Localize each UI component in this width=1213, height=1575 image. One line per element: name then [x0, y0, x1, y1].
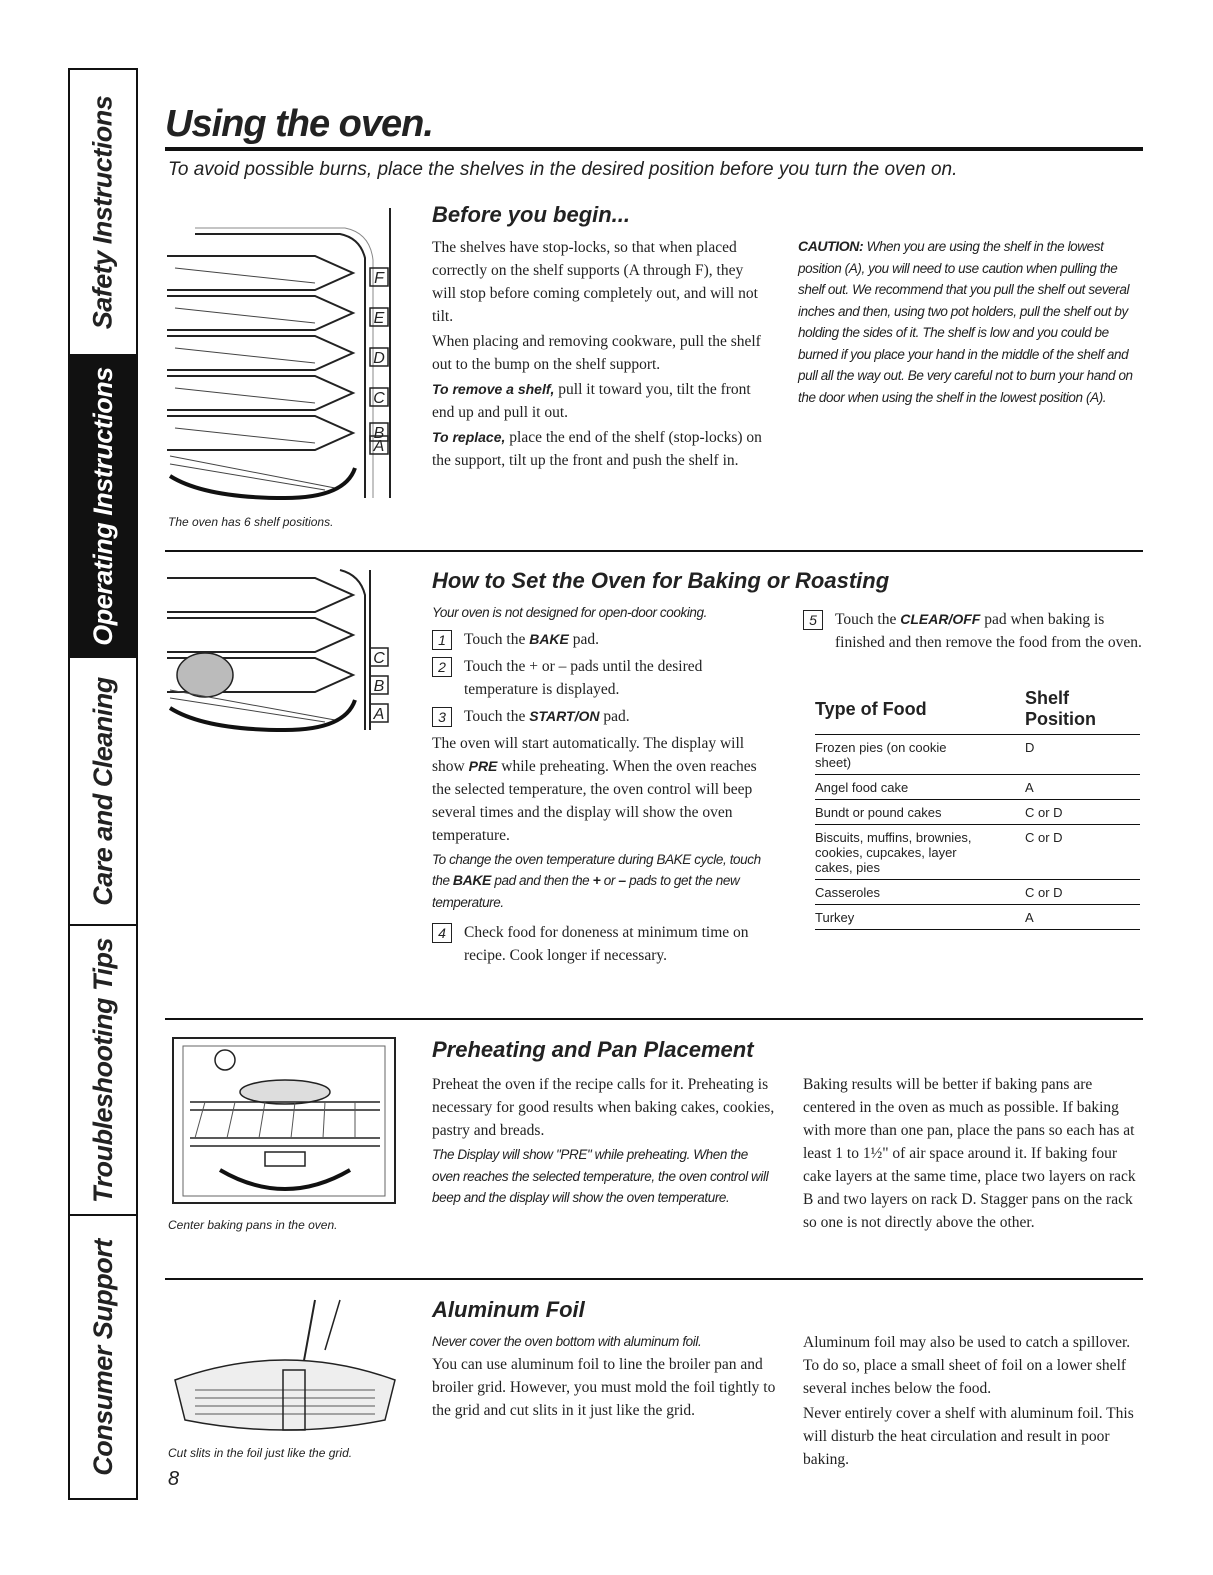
table-row	[815, 905, 1140, 930]
step-2	[432, 655, 777, 701]
aluminum-foil-illustration	[165, 1290, 405, 1440]
step-4	[432, 921, 777, 967]
baking-roasting-right	[803, 604, 1143, 658]
foil-broiler-paragraph: You can use aluminum foil to line the broiler pan and broiler grid. However, you must mold the foil tightly to the grid and cut slits in it just like the grid.	[432, 1355, 776, 1419]
preheating-heading: Preheating and Pan Placement	[432, 1037, 754, 1062]
tab-operating-instructions[interactable]	[70, 356, 136, 658]
shelf-positions-caption: The oven has 6 shelf positions.	[168, 515, 334, 529]
before-you-begin-body	[432, 236, 762, 474]
step-5	[803, 608, 1143, 654]
table-header-row	[815, 688, 1140, 735]
column-header-food: Type of Food	[815, 688, 985, 735]
step-number: 3	[432, 707, 452, 727]
pan-placement-caption: Center baking pans in the oven.	[168, 1218, 338, 1232]
step-number: 4	[432, 923, 452, 943]
section-tabs	[68, 68, 138, 1500]
shelf-letter: C	[373, 650, 385, 667]
position-cell: C or D	[985, 800, 1140, 825]
position-cell: C or D	[985, 880, 1140, 905]
food-cell: Bundt or pound cakes	[815, 800, 985, 825]
pan-placement-paragraph: Baking results will be better if baking pans are centered in the oven as much as possible. If baking with more than one pan, place the pans so each has at least 1 to 1½" of air space around it. If baking four cake layers at the same time, place two layers on rack B and two layers on rack D. Stagger pans on the rack so one is not directly above the other.	[803, 1076, 1136, 1231]
remove-shelf-paragraph	[432, 378, 762, 424]
tab-label: Safety Instructions	[87, 95, 118, 329]
step-text: Touch the	[464, 707, 530, 725]
paragraph-text: The oven will start automatically. The display will show	[432, 734, 745, 775]
step-number: 2	[432, 657, 452, 677]
note-text: pads to get the new temperature.	[432, 873, 740, 910]
shelf-positions-illustration	[165, 198, 410, 510]
page-title: Using the oven.	[165, 103, 433, 145]
tab-safety-instructions[interactable]	[70, 70, 136, 356]
step-text: Touch the + or – pads until the desired temperature is displayed.	[464, 657, 703, 698]
step-text: Touch the	[835, 611, 901, 628]
table-row	[815, 880, 1140, 905]
open-door-note: Your oven is not designed for open-door cooking.	[432, 605, 707, 620]
table-row	[815, 735, 1140, 775]
before-you-begin-heading: Before you begin...	[432, 202, 631, 227]
shelf-letter: A	[373, 706, 385, 723]
page-intro: To avoid possible burns, place the shelves in the desired position before you turn the oven on.	[168, 159, 958, 180]
table-row	[815, 825, 1140, 880]
table-row	[815, 800, 1140, 825]
never-cover-note: Never cover the oven bottom with aluminum foil.	[432, 1334, 702, 1349]
preheating-body	[432, 1073, 777, 1209]
position-cell: A	[985, 905, 1140, 930]
bake-label: BAKE	[452, 872, 491, 888]
paragraph-text: while preheating. When the oven reaches the selected temperature, the oven control will beep several times and the display will show the oven temperature.	[432, 757, 757, 844]
shelf-letter: B	[373, 678, 385, 695]
pan-placement-body	[803, 1073, 1143, 1236]
step-number: 5	[803, 610, 823, 630]
section-divider	[165, 1278, 1143, 1280]
section-divider	[165, 1018, 1143, 1020]
note-text: or	[600, 873, 619, 888]
section-divider	[165, 550, 1143, 552]
tab-label: Operating Instructions	[87, 366, 118, 646]
page-number: 8	[168, 1468, 180, 1490]
plus-label: +	[592, 872, 601, 888]
remove-shelf-label: To remove a shelf,	[432, 381, 555, 397]
foil-spillover-paragraph: Aluminum foil may also be used to catch a spillover. To do so, place a small sheet of foil on a lower shelf several inches below the food.	[803, 1334, 1131, 1397]
aluminum-foil-body	[432, 1331, 777, 1424]
step-text: pad.	[599, 707, 630, 725]
tab-care-and-cleaning[interactable]	[70, 658, 136, 926]
food-cell: Turkey	[815, 905, 985, 930]
step-text: pad when baking is finished and then remove the food from the oven.	[835, 611, 1142, 651]
baking-roasting-body	[432, 602, 777, 971]
shelf-letter: B	[373, 425, 385, 442]
food-cell: Casseroles	[815, 880, 985, 905]
note-text: pad and then the	[491, 873, 593, 888]
preheat-paragraph: Preheat the oven if the recipe calls for it. Preheating is necessary for good results when baking cakes, cookies, pastry and breads.	[432, 1076, 775, 1139]
replace-shelf-label: To replace,	[432, 429, 506, 445]
auto-start-paragraph	[432, 732, 777, 847]
replace-shelf-text: place the end of the shelf (stop-locks) on the support, tilt up the front and push the shelf in.	[432, 429, 762, 469]
caution-note	[798, 236, 1143, 408]
step-text: Check food for doneness at minimum time on recipe. Cook longer if necessary.	[464, 924, 749, 964]
position-cell: D	[985, 735, 1140, 775]
baking-roasting-heading: How to Set the Oven for Baking or Roasting	[432, 568, 890, 593]
step-number: 1	[432, 630, 452, 650]
column-header-position: Shelf Position	[985, 688, 1140, 735]
tab-label: Care and Cleaning	[87, 676, 118, 906]
table-row	[815, 775, 1140, 800]
caution-label: CAUTION:	[798, 238, 864, 254]
shelf-letter: F	[374, 270, 384, 287]
title-rule	[165, 147, 1143, 151]
shelf-letter: C	[373, 390, 385, 407]
step-text: Touch the	[464, 630, 530, 648]
change-temperature-note	[432, 849, 777, 914]
step-1	[432, 628, 777, 651]
clear-pad-label: CLEAR/OFF	[900, 611, 981, 627]
food-cell: Frozen pies (on cookie sheet)	[815, 735, 985, 775]
aluminum-foil-right	[803, 1331, 1143, 1473]
baking-shelves-illustration	[165, 560, 410, 735]
preheat-display-note: The Display will show "PRE" while preheating. When the oven reaches the selected temperature, the oven control will beep and the display will show the oven temperature.	[432, 1147, 769, 1205]
foil-warning-paragraph: Never entirely cover a shelf with aluminum foil. This will disturb the heat circulation and result in poor baking.	[803, 1405, 1134, 1468]
start-pad-label: START/ON	[529, 707, 600, 724]
remove-shelf-text: pull it toward you, tilt the front end up and pull it out.	[432, 381, 751, 421]
tab-label: Troubleshooting Tips	[87, 937, 118, 1203]
minus-label: –	[618, 872, 626, 888]
stop-locks-paragraph: The shelves have stop-locks, so that when placed correctly on the shelf supports (A through F), they will stop before coming completely out, and will not tilt.	[432, 239, 758, 325]
note-text: To change the oven temperature during BAKE cycle, touch the	[432, 851, 761, 888]
bake-pad-label: BAKE	[529, 630, 569, 647]
position-cell: C or D	[985, 825, 1140, 880]
food-cell: Biscuits, muffins, brownies, cookies, cupcakes, layer cakes, pies	[815, 825, 985, 880]
food-cell: Angel food cake	[815, 775, 985, 800]
step-3	[432, 705, 777, 728]
foil-caption: Cut slits in the foil just like the grid.	[168, 1446, 353, 1460]
position-cell: A	[985, 775, 1140, 800]
tab-troubleshooting-tips[interactable]	[70, 926, 136, 1216]
pan-placement-illustration	[165, 1030, 405, 1215]
shelf-letter: D	[373, 350, 385, 367]
replace-shelf-paragraph	[432, 426, 762, 472]
cookware-paragraph: When placing and removing cookware, pull the shelf out to the bump on the shelf support.	[432, 333, 761, 373]
caution-text: When you are using the shelf in the lowest position (A), you will need to use caution when pulling the shelf out. We recommend that you pull the shelf out several inches and then, using two pot holders, pull the shelf out by holding the sides of it. The shelf is low and you could be burned if you place your hand in the middle of the shelf and pull all the way out. Be very careful not to burn your hand on the door when using the shelf in the lowest position (A).	[798, 239, 1133, 405]
shelf-letter: E	[373, 310, 385, 327]
shelf-position-table	[815, 688, 1140, 930]
step-text: pad.	[568, 630, 600, 648]
aluminum-foil-heading: Aluminum Foil	[432, 1297, 585, 1322]
tab-label: Consumer Support	[87, 1238, 118, 1476]
shelf-letter: A	[373, 438, 385, 455]
tab-consumer-support[interactable]	[70, 1216, 136, 1498]
pre-display-label: PRE	[468, 757, 498, 774]
